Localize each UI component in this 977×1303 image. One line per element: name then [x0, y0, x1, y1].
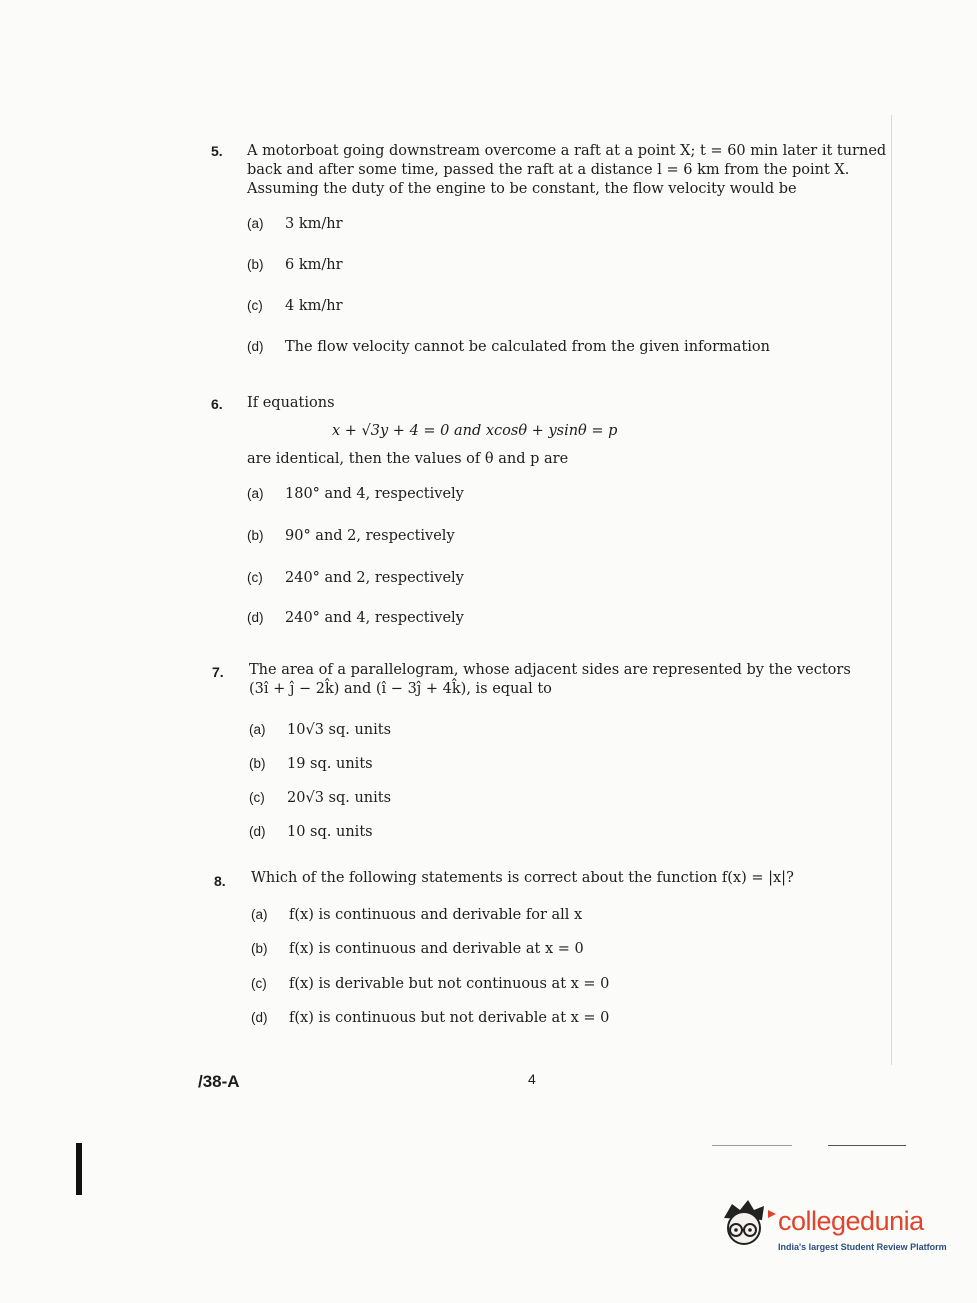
question-stem-line-1: If equations — [247, 395, 335, 411]
option-d[interactable] — [251, 1008, 609, 1028]
collegedunia-logo — [718, 1196, 948, 1256]
option-label: (d) — [251, 1010, 268, 1025]
option-d[interactable] — [247, 608, 464, 628]
option-c[interactable] — [247, 296, 343, 316]
option-label: (a) — [251, 907, 268, 922]
option-b[interactable] — [247, 526, 455, 546]
option-label: (c) — [251, 976, 267, 991]
paper-code: /38-A — [198, 1072, 240, 1091]
option-text: f(x) is continuous and derivable for all x — [289, 907, 583, 923]
question-number: 8. — [214, 873, 226, 889]
option-a[interactable] — [251, 905, 582, 925]
equation: x + √3y + 4 = 0 and xcosθ + ysinθ = p — [332, 423, 618, 439]
option-c[interactable] — [249, 788, 391, 808]
option-label: (a) — [247, 486, 264, 501]
scan-edge-mark — [76, 1143, 82, 1195]
option-label: (c) — [247, 298, 263, 313]
option-label: (b) — [247, 528, 264, 543]
option-text: f(x) is continuous and derivable at x = 0 — [289, 941, 584, 957]
option-text: 19 sq. units — [287, 756, 373, 772]
option-b[interactable] — [247, 255, 343, 275]
stem-line: back and after some time, passed the raft at a distance l = 6 km from the point X. — [247, 162, 850, 178]
option-a[interactable] — [247, 214, 343, 234]
page-number: 4 — [528, 1071, 536, 1087]
brand-name: collegedunia — [778, 1206, 924, 1236]
scan-rule — [712, 1145, 792, 1146]
option-label: (b) — [251, 941, 268, 956]
option-text: 20√3 sq. units — [287, 790, 392, 806]
option-label: (a) — [247, 216, 264, 231]
option-a[interactable] — [249, 720, 391, 740]
question-number: 7. — [212, 664, 224, 680]
question-stem — [249, 661, 869, 699]
option-text: 4 km/hr — [285, 298, 343, 314]
option-label: (c) — [249, 790, 265, 805]
question-number: 5. — [211, 143, 223, 159]
option-text: 3 km/hr — [285, 216, 343, 232]
scan-margin-line — [891, 115, 892, 1065]
option-label: (d) — [247, 610, 264, 625]
option-text: 240° and 2, respectively — [285, 570, 464, 586]
option-d[interactable] — [247, 337, 770, 357]
option-b[interactable] — [251, 939, 584, 959]
stem-line: (3î + ĵ − 2k̂) and (î − 3ĵ + 4k̂), is equal to — [249, 681, 552, 697]
option-c[interactable] — [247, 568, 464, 588]
option-text: f(x) is derivable but not continuous at x = 0 — [289, 976, 610, 992]
question-stem — [247, 142, 887, 199]
option-b[interactable] — [249, 754, 373, 774]
option-text: 240° and 4, respectively — [285, 610, 464, 626]
option-d[interactable] — [249, 822, 373, 842]
question-number: 6. — [211, 396, 223, 412]
option-a[interactable] — [247, 484, 464, 504]
option-text: 10√3 sq. units — [287, 722, 392, 738]
option-text: 90° and 2, respectively — [285, 528, 455, 544]
stem-line: A motorboat going downstream overcome a raft at a point X; t = 60 min later it turned — [247, 143, 887, 159]
option-label: (a) — [249, 722, 266, 737]
stem-line: Assuming the duty of the engine to be constant, the flow velocity would be — [247, 181, 797, 197]
option-text: 10 sq. units — [287, 824, 373, 840]
option-text: 180° and 4, respectively — [285, 486, 464, 502]
option-label: (b) — [249, 756, 266, 771]
option-c[interactable] — [251, 974, 609, 994]
brand-tagline: India's largest Student Review Platform — [778, 1242, 947, 1252]
option-label: (b) — [247, 257, 264, 272]
stem-line: The area of a parallelogram, whose adjacent sides are represented by the vectors — [249, 662, 851, 678]
scan-rule — [828, 1145, 906, 1146]
option-label: (c) — [247, 570, 263, 585]
option-label: (d) — [249, 824, 266, 839]
question-stem: Which of the following statements is correct about the function f(x) = |x|? — [251, 870, 794, 886]
option-text: The flow velocity cannot be calculated from the given information — [285, 339, 770, 355]
question-stem-line-2: are identical, then the values of θ and p are — [247, 451, 569, 467]
option-label: (d) — [247, 339, 264, 354]
mascot-icon — [718, 1196, 776, 1256]
option-text: 6 km/hr — [285, 257, 343, 273]
option-text: f(x) is continuous but not derivable at x = 0 — [289, 1010, 610, 1026]
